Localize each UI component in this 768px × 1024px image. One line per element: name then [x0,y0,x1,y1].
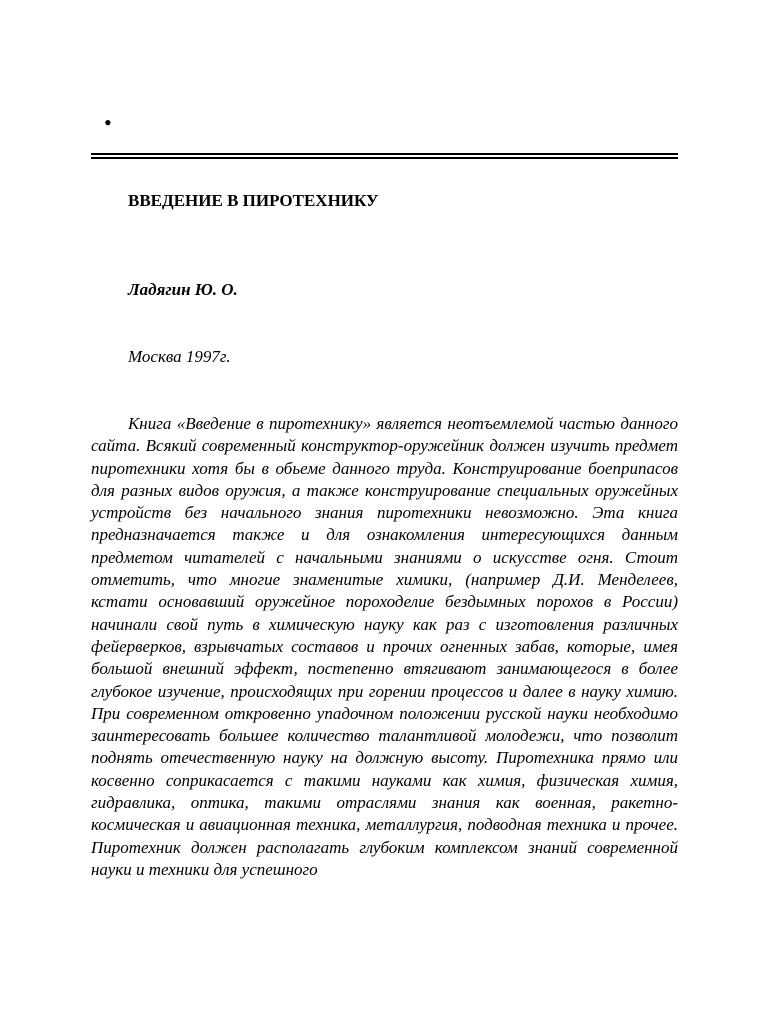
rule-line-top [91,153,678,155]
bullet-marker: • [104,110,112,135]
document-body-paragraph: Книга «Введение в пиротехнику» является неотъемлемой частью данного сайта. Всякий современный конструктор-оружейник должен изучить предмет пиротехники хотя бы в обьеме данного труда. Конструирование боеприпасов для разных видов оружия, а также конструирование специальных оружейных устройств без начального знания пиротехники невозможно. Эта книга предназначается также и для ознакомления интересующихся данным предметом читателей с начальными знаниями о искусстве огня. Стоит отметить, что многие знаменитые химики, (например Д.И. Менделеев, кстати основавший оружейное пороходелие бездымных порохов в России) начинали свой путь в химическую науку как раз с изготовления различных фейерверков, взрывчатых составов и прочих огненных забав, которые, имея большой внешний эффект, постепенно втягивают занимающегося в более глубокое изучение, происходящих при горении процессов и далее в науку химию. При современном откровенно упадочном положении русской науки необходимо заинтересовать большее количество талантливой молодежи, что позволит поднять отечественную науку на должную высоту. Пиротехника прямо или косвенно соприкасается с такими науками как химия, физическая химия, гидравлика, оптика, такими отраслями знания как военная, ракетно-космическая и авиационная техника, металлургия, подводная техника и прочее. Пиротехник должен располагать глубоким комплексом знаний современной науки и техники для успешного [91,414,678,879]
rule-line-bottom [91,157,678,159]
double-horizontal-rule [91,153,678,159]
document-place-year: Москва 1997г. [128,347,231,366]
document-title: ВВЕДЕНИЕ В ПИРОТЕХНИКУ [128,191,379,210]
document-author: Ладягин Ю. О. [128,280,238,299]
